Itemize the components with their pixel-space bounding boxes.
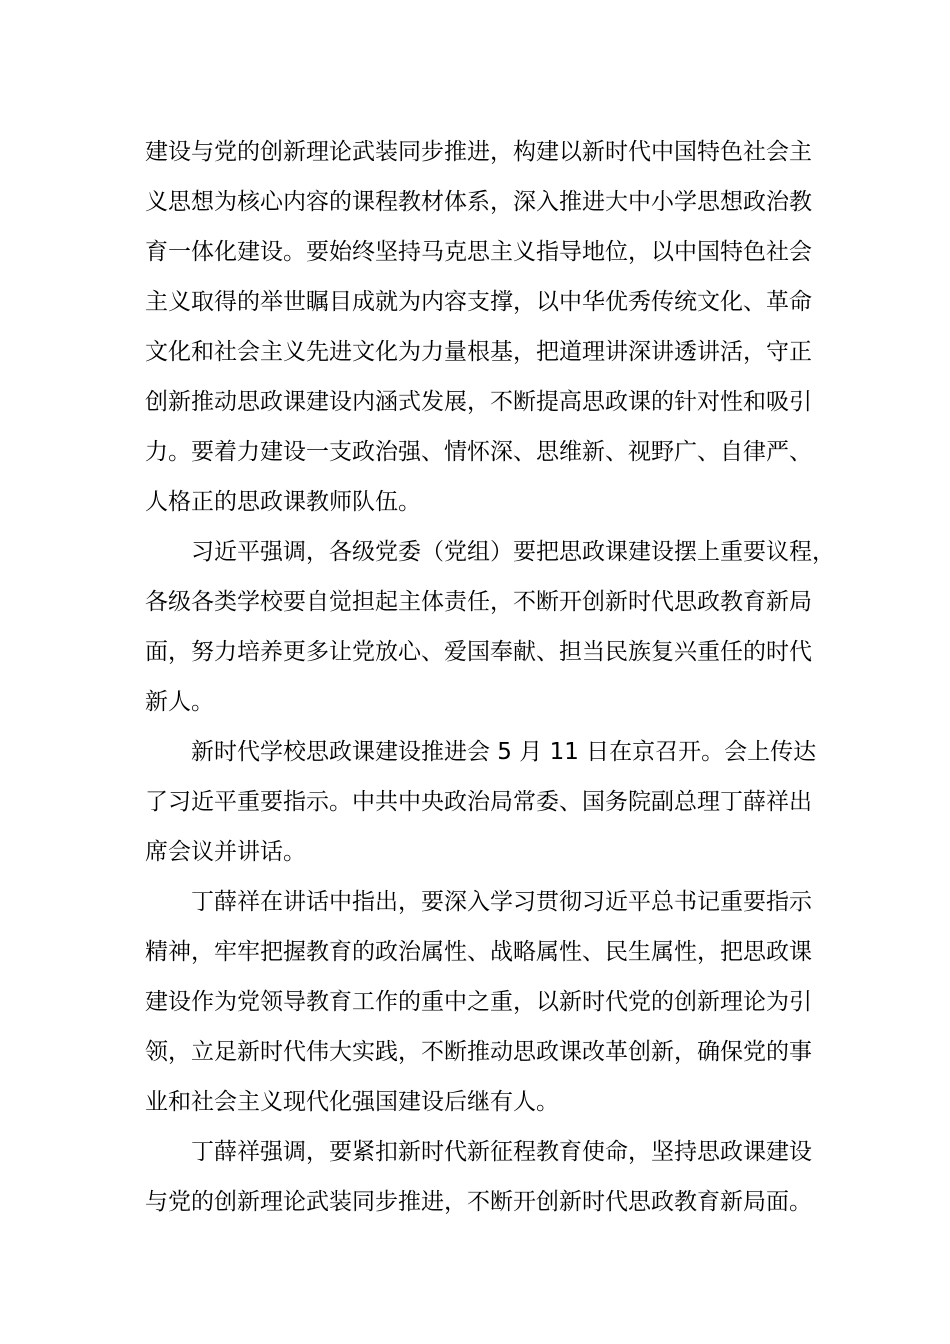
text-line: 席会议并讲话。 bbox=[145, 839, 306, 865]
text-line: 面，努力培养更多让党放心、爱国奉献、担当民族复兴重任的时代 bbox=[145, 639, 812, 665]
text-line: 新人。 bbox=[145, 689, 214, 715]
text-line: 建设与党的创新理论武装同步推进，构建以新时代中国特色社会主 bbox=[145, 139, 812, 165]
text-line: 了习近平重要指示。中共中央政治局常委、国务院副总理丁薛祥出 bbox=[145, 789, 812, 815]
paragraph-1 bbox=[145, 127, 810, 527]
text-line: 丁薛祥在讲话中指出，要深入学习贯彻习近平总书记重要指示 bbox=[191, 889, 812, 915]
text-line: 主义取得的举世瞩目成就为内容支撑，以中华优秀传统文化、革命 bbox=[145, 289, 812, 315]
paragraph-5 bbox=[145, 1127, 810, 1227]
text-line: 育一体化建设。要始终坚持马克思主义指导地位，以中国特色社会 bbox=[145, 239, 812, 265]
text-line: 文化和社会主义先进文化为力量根基，把道理讲深讲透讲活，守正 bbox=[145, 339, 812, 365]
text-line: 创新推动思政课建设内涵式发展，不断提高思政课的针对性和吸引 bbox=[145, 389, 812, 415]
text-line: 新时代学校思政课建设推进会 5 月 11 日在京召开。会上传达 bbox=[191, 739, 817, 765]
text-line: 义思想为核心内容的课程教材体系，深入推进大中小学思想政治教 bbox=[145, 189, 812, 215]
text-line: 建设作为党领导教育工作的重中之重，以新时代党的创新理论为引 bbox=[145, 989, 812, 1015]
text-line: 丁薛祥强调，要紧扣新时代新征程教育使命，坚持思政课建设 bbox=[191, 1139, 812, 1165]
text-line: 与党的创新理论武装同步推进，不断开创新时代思政教育新局面。 bbox=[145, 1189, 812, 1215]
body-text bbox=[145, 127, 835, 1227]
text-line: 习近平强调，各级党委（党组）要把思政课建设摆上重要议程， bbox=[191, 539, 835, 565]
paragraph-4 bbox=[145, 877, 810, 1127]
text-line: 精神，牢牢把握教育的政治属性、战略属性、民生属性，把思政课 bbox=[145, 939, 812, 965]
text-line: 各级各类学校要自觉担起主体责任，不断开创新时代思政教育新局 bbox=[145, 589, 812, 615]
paragraph-3 bbox=[145, 727, 817, 877]
paragraph-2 bbox=[145, 527, 835, 727]
text-line: 人格正的思政课教师队伍。 bbox=[145, 489, 421, 515]
text-line: 力。要着力建设一支政治强、情怀深、思维新、视野广、自律严、 bbox=[145, 439, 812, 465]
text-line: 领，立足新时代伟大实践，不断推动思政课改革创新，确保党的事 bbox=[145, 1039, 812, 1065]
text-line: 业和社会主义现代化强国建设后继有人。 bbox=[145, 1089, 559, 1115]
